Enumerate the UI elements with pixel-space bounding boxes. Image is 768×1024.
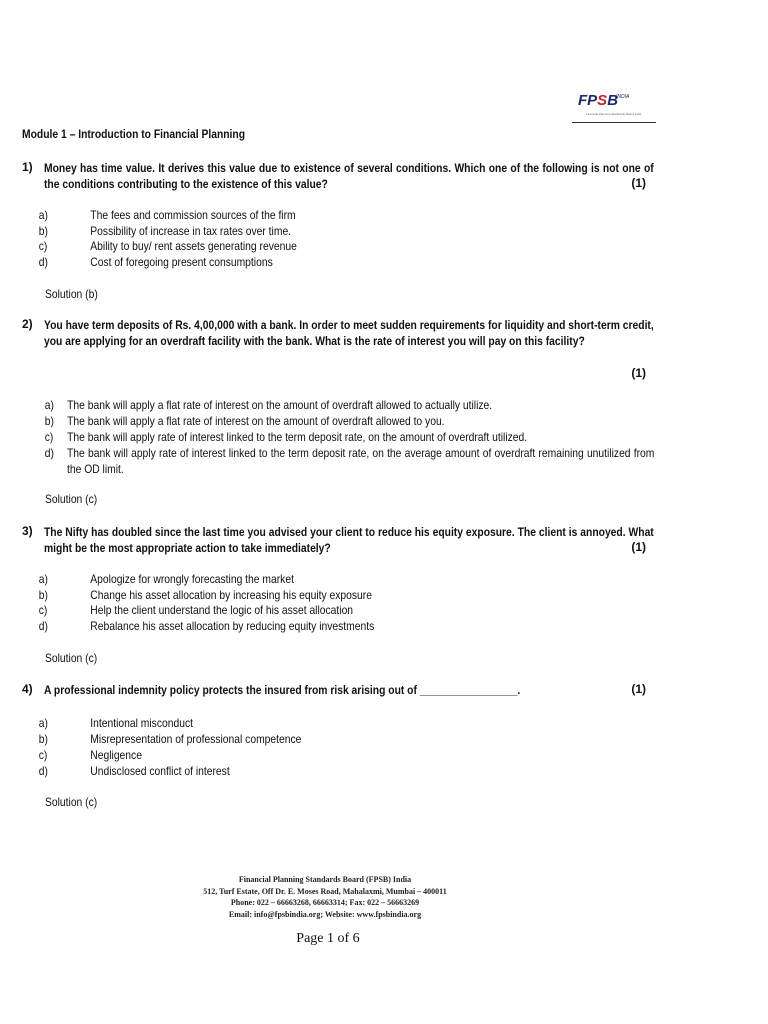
question-marks: (1)	[631, 682, 646, 696]
module-title: Module 1 – Introduction to Financial Planning	[22, 127, 246, 141]
question-marks: (1)	[631, 540, 646, 554]
question-number: 3)	[22, 524, 33, 538]
solution-text: Solution (c)	[45, 651, 98, 665]
footer-org-name: Financial Planning Standards Board (FPSB) India	[238, 875, 412, 884]
question-text: You have term deposits of Rs. 4,00,000 with a bank. In order to meet sudden requirements for liquidity and short-term credit, you are applying for an overdraft facility with the bank. What is the rate of interest you will pay on this facility?	[44, 318, 654, 348]
logo-divider	[572, 122, 656, 123]
question-marks: (1)	[631, 366, 646, 380]
page-number: Page 1 of 6	[296, 931, 360, 946]
question-marks: (1)	[631, 176, 646, 190]
question-number: 2)	[22, 317, 33, 331]
footer-phone: Phone: 022 – 66663268, 66663314; Fax: 022 – 56663269	[230, 898, 420, 907]
option-text: The bank will apply rate of interest linked to the term deposit rate, on the average amount of overdraft remaining unutilized from the OD limit.	[67, 446, 655, 476]
question-number: 4)	[22, 682, 33, 696]
question-text: The Nifty has doubled since the last time you advised your client to reduce his equity exposure. The client is annoyed. What might be the most appropriate action to take immediately?	[44, 525, 654, 555]
logo-tagline: Financial Planning Standards Board India	[586, 112, 642, 116]
solution-text: Solution (c)	[45, 795, 98, 809]
footer-address-line: 512, Turf Estate, Off Dr. E. Moses Road, Mahalaxmi, Mumbai – 400011	[203, 886, 447, 896]
footer-address	[0, 874, 650, 920]
fpsb-logo	[572, 92, 656, 126]
logo-wordmark: FPSB	[578, 92, 619, 109]
question-text: Money has time value. It derives this value due to existence of several conditions. Which one of the following is not one of the conditions contributing to the existence of this value?	[44, 161, 654, 191]
solution-text: Solution (b)	[45, 287, 98, 301]
solution-text: Solution (c)	[45, 492, 98, 506]
footer-contact: Email: info@fpsbindia.org; Website: www.fpsbindia.org	[228, 909, 422, 919]
question-number: 1)	[22, 160, 33, 174]
question-text: A professional indemnity policy protects the insured from risk arising out of _________________.	[44, 683, 521, 697]
logo-superscript: INDIA	[616, 94, 630, 100]
